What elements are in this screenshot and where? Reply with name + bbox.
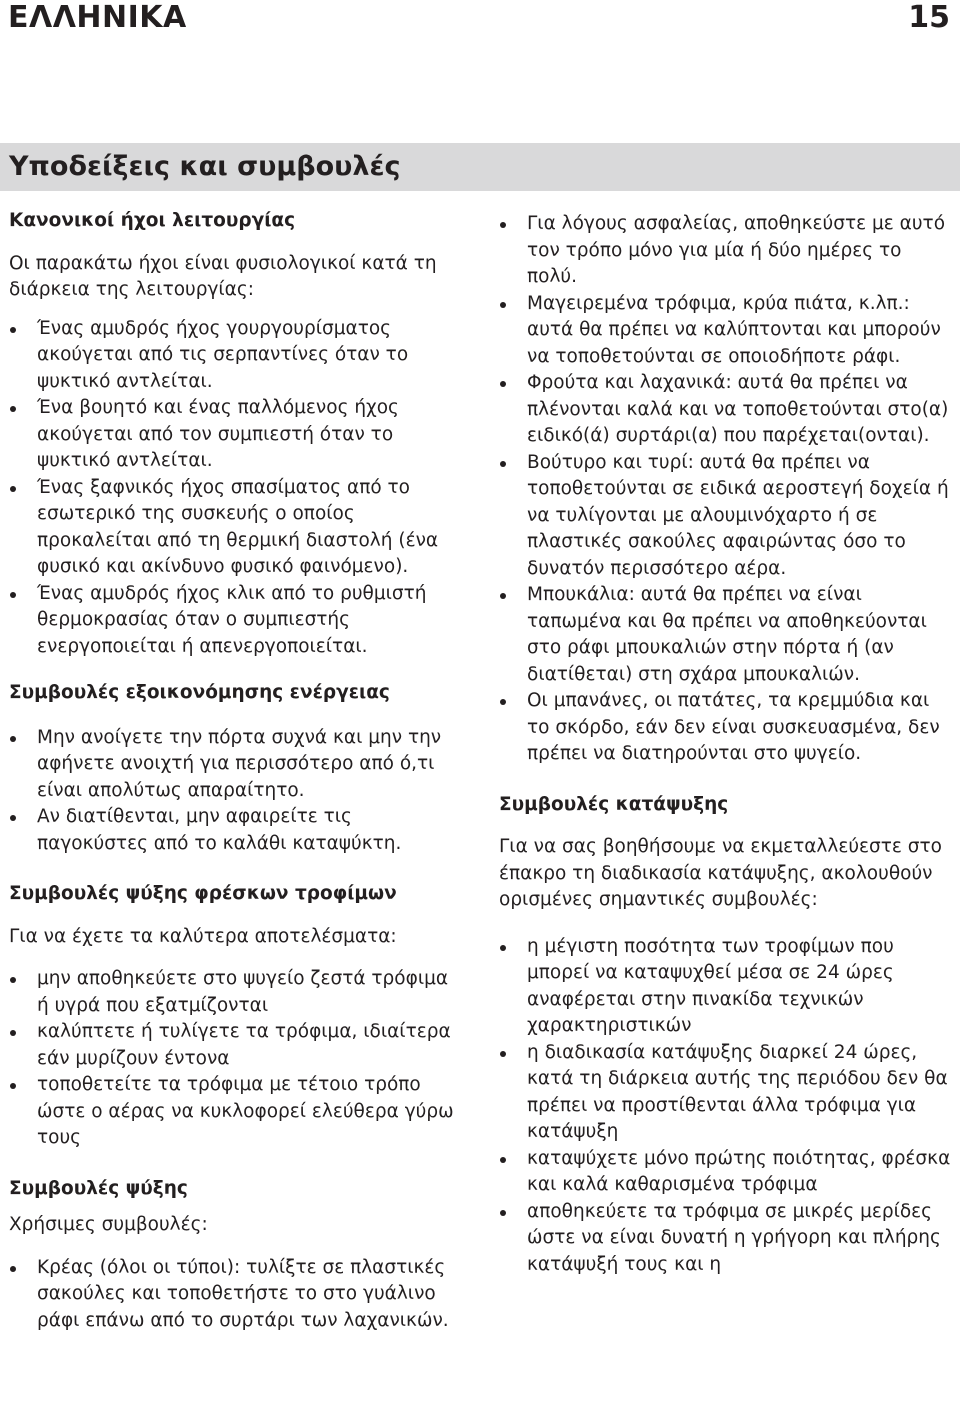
page-number: 15	[908, 0, 950, 35]
heading-fresh-food-cooling: Συμβουλές ψύξης φρέσκων τροφίμων	[9, 883, 397, 904]
heading-freezing-tips: Συμβουλές κατάψυξης	[499, 793, 729, 815]
list-item: Μπουκάλια: αυτά θα πρέπει να είναι ταπωμένα και θα πρέπει να αποθηκεύονται στο ράφι μπουκαλιών στην πόρτα ή (αν διατίθεται) στη σχάρα μπουκαλιών.	[499, 582, 951, 688]
list-item: Μαγειρεμένα τρόφιμα, κρύα πιάτα, κ.λπ.: αυτά θα πρέπει να καλύπτονται και μπορούν να τοποθετούνται σε οποιοδήποτε ράφι.	[499, 291, 951, 371]
list-item: τοποθετείτε τα τρόφιμα με τέτοιο τρόπο ώστε ο αέρας να κυκλοφορεί ελεύθερα γύρω τους	[9, 1072, 464, 1152]
list-energy-saving	[9, 725, 464, 858]
list-item: μην αποθηκεύετε στο ψυγείο ζεστά τρόφιμα ή υγρά που εξατμίζονται	[9, 966, 464, 1019]
heading-normal-sounds: Κανονικοί ήχοι λειτουργίας	[9, 210, 296, 231]
list-item: Για λόγους ασφαλείας, αποθηκεύστε με αυτό τον τρόπο μόνο για μία ή δύο ημέρες το πολύ.	[499, 211, 951, 291]
intro-normal-sounds: Οι παρακάτω ήχοι είναι φυσιολογικοί κατά τη διάρκεια της λειτουργίας:	[9, 252, 437, 300]
list-cooling-tips-continued	[499, 211, 951, 768]
section-title-bar	[0, 143, 960, 191]
list-normal-sounds	[9, 316, 464, 661]
list-item: Ένας αμυδρός ήχος κλικ από το ρυθμιστή θερμοκρασίας όταν ο συμπιεστής ενεργοποιείται ή απενεργοποιείται.	[9, 581, 464, 661]
list-item: καταψύχετε μόνο πρώτης ποιότητας, φρέσκα και καλά καθαρισμένα τρόφιμα	[499, 1146, 951, 1199]
right-column	[499, 211, 951, 1278]
header-language: ΕΛΛΗΝΙΚΑ	[8, 0, 187, 35]
list-item: η μέγιστη ποσότητα των τροφίμων που μπορεί να καταψυχθεί μέσα σε 24 ώρες αναφέρεται στην πινακίδα τεχνικών χαρακτηριστικών	[499, 934, 951, 1040]
intro-fresh-food-cooling: Για να έχετε τα καλύτερα αποτελέσματα:	[9, 925, 397, 947]
heading-cooling-tips: Συμβουλές ψύξης	[9, 1177, 188, 1199]
list-item: Φρούτα και λαχανικά: αυτά θα πρέπει να πλένονται καλά και να τοποθετούνται στο(α) ειδικό(ά) συρτάρι(α) που παρέχεται(ονται).	[499, 370, 951, 450]
page-title: Υποδείξεις και συμβουλές	[9, 151, 401, 182]
list-fresh-food-cooling	[9, 966, 464, 1152]
list-item: Κρέας (όλοι οι τύποι): τυλίξτε σε πλαστικές σακούλες και τοποθετήστε το στο γυάλινο ράφι επάνω από το συρτάρι των λαχανικών.	[9, 1255, 464, 1335]
list-item: Αν διατίθενται, μην αφαιρείτε τις παγοκύστες από το καλάθι καταψύκτη.	[9, 804, 464, 857]
list-item: η διαδικασία κατάψυξης διαρκεί 24 ώρες, κατά τη διάρκεια αυτής της περιόδου δεν θα πρέπει να προστίθενται άλλα τρόφιμα για κατάψυξη	[499, 1040, 951, 1146]
heading-energy-saving: Συμβουλές εξοικονόμησης ενέργειας	[9, 682, 390, 703]
list-cooling-tips	[9, 1255, 464, 1335]
list-item: καλύπτετε ή τυλίγετε τα τρόφιμα, ιδιαίτερα εάν μυρίζουν έντονα	[9, 1019, 464, 1072]
list-item: Βούτυρο και τυρί: αυτά θα πρέπει να τοποθετούνται σε ειδικά αεροστεγή δοχεία ή να τυλίγονται με αλουμινόχαρτο ή σε πλαστικές σακούλες αφαιρώντας όσο το δυνατόν περισσότερο αέρα.	[499, 450, 951, 583]
list-item: Μην ανοίγετε την πόρτα συχνά και μην την αφήνετε ανοιχτή για περισσότερο από ό,τι είναι απολύτως απαραίτητο.	[9, 725, 464, 805]
list-item: Οι μπανάνες, οι πατάτες, τα κρεμμύδια και το σκόρδο, εάν δεν είναι συσκευασμένα, δεν πρέπει να διατηρούνται στο ψυγείο.	[499, 688, 951, 768]
list-freezing-tips	[499, 934, 951, 1279]
intro-cooling-tips: Χρήσιμες συμβουλές:	[9, 1214, 208, 1235]
list-item: αποθηκεύετε τα τρόφιμα σε μικρές μερίδες ώστε να είναι δυνατή η γρήγορη και πλήρης κατάψυξή τους και η	[499, 1199, 951, 1279]
list-item: Ένα βουητό και ένας παλλόμενος ήχος ακούγεται από τον συμπιεστή όταν το ψυκτικό αντλείται.	[9, 395, 464, 475]
list-item: Ένας αμυδρός ήχος γουργουρίσματος ακούγεται από τις σερπαντίνες όταν το ψυκτικό αντλείται.	[9, 316, 464, 396]
left-column	[9, 208, 464, 1334]
list-item: Ένας ξαφνικός ήχος σπασίματος από το εσωτερικό της συσκευής ο οποίος προκαλείται από τη θερμική διαστολή (ένα φυσικό και ακίνδυνο φυσικό φαινόμενο).	[9, 475, 464, 581]
intro-freezing-tips: Για να σας βοηθήσουμε να εκμεταλλεύεστε στο έπακρο τη διαδικασία κατάψυξης, ακολουθούν ορισμένες σημαντικές συμβουλές:	[499, 836, 942, 910]
